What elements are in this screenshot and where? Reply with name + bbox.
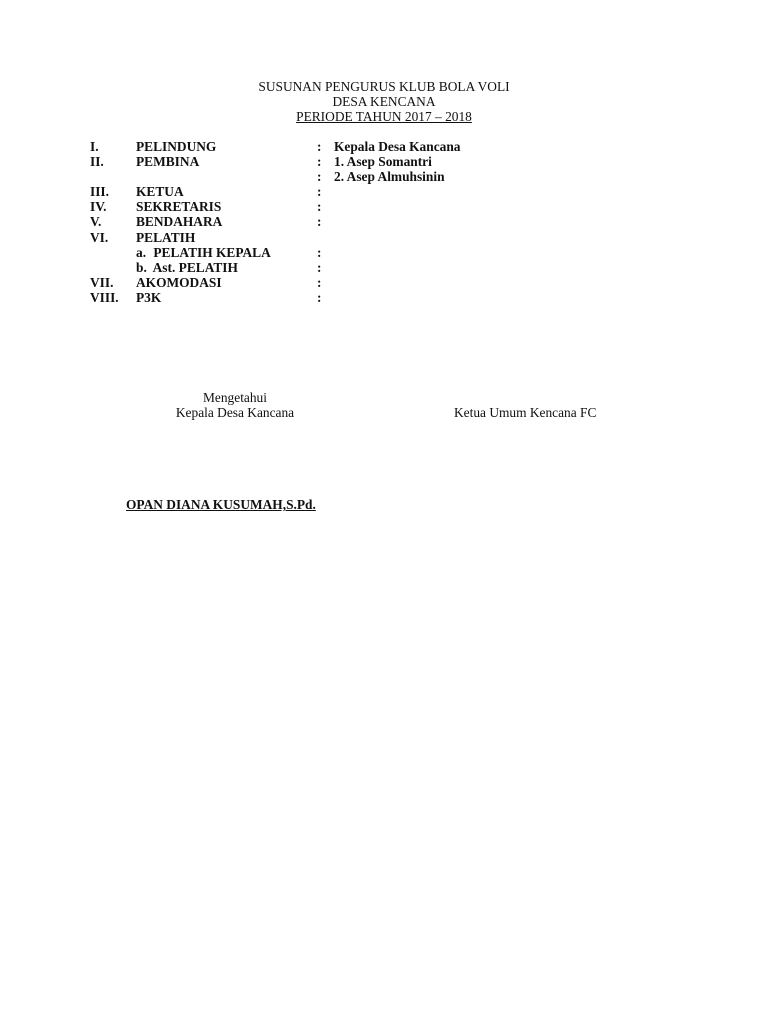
- roster-row-pembina: [90, 154, 690, 169]
- roster-label: [136, 260, 238, 275]
- roster-row-ketua: [90, 184, 690, 199]
- title-period: PERIODE TAHUN 2017 – 2018: [296, 109, 472, 124]
- roster-row-bendahara: [90, 214, 690, 229]
- title-line-1: SUSUNAN PENGURUS KLUB BOLA VOLI: [258, 79, 510, 94]
- roster-number: V.: [90, 214, 102, 230]
- signer-name: OPAN DIANA KUSUMAH,S.Pd.: [126, 497, 316, 512]
- roster-number: VIII.: [90, 289, 119, 305]
- signature-left-title: Kepala Desa Kancana: [175, 405, 295, 420]
- roster-number: VII.: [90, 274, 114, 290]
- title-line-2: DESA KENCANA: [332, 94, 436, 109]
- roster-number: IV.: [90, 199, 107, 215]
- roster-label: PEMBINA: [136, 154, 200, 170]
- signature-left-caption: Mengetahui: [203, 390, 267, 405]
- sub-item-marker: b.: [136, 259, 147, 275]
- roster-row-ast-pelatih: [90, 260, 690, 275]
- roster-list: [90, 139, 690, 305]
- roster-label: PELATIH: [136, 229, 196, 245]
- roster-number: I.: [90, 139, 99, 154]
- roster-value: 2. Asep Almuhsinin: [334, 169, 445, 185]
- signature-left-block: [150, 390, 320, 420]
- roster-label: AKOMODASI: [136, 274, 222, 290]
- roster-row-akomodasi: [90, 275, 690, 290]
- sub-item-label: PELATIH KEPALA: [153, 244, 271, 260]
- roster-number: III.: [90, 184, 109, 200]
- sub-item-label: Ast. PELATIH: [152, 259, 238, 275]
- roster-label: SEKRETARIS: [136, 199, 222, 215]
- roster-row-pelatih: [90, 230, 690, 245]
- roster-colon: :: [317, 169, 322, 185]
- document-title: [0, 79, 768, 124]
- roster-row-sekretaris: [90, 199, 690, 214]
- roster-colon: :: [317, 139, 322, 154]
- roster-colon: :: [317, 199, 322, 215]
- roster-label: PELINDUNG: [136, 139, 217, 154]
- roster-label: KETUA: [136, 184, 184, 200]
- roster-value: 1. Asep Somantri: [334, 154, 432, 170]
- roster-colon: :: [317, 259, 322, 275]
- roster-colon: :: [317, 244, 322, 260]
- sub-item-marker: a.: [136, 244, 147, 260]
- roster-colon: :: [317, 154, 322, 170]
- roster-row-pembina-2: [90, 169, 690, 184]
- roster-colon: :: [317, 289, 322, 305]
- roster-value: Kepala Desa Kancana: [334, 139, 461, 154]
- roster-colon: :: [317, 274, 322, 290]
- roster-row-pelatih-kepala: [90, 245, 690, 260]
- roster-label: P3K: [136, 289, 162, 305]
- roster-row-p3k: [90, 290, 690, 305]
- roster-row-pelindung: [90, 139, 690, 154]
- roster-number: II.: [90, 154, 104, 170]
- roster-label: BENDAHARA: [136, 214, 223, 230]
- signature-right-title: Ketua Umum Kencana FC: [454, 405, 597, 420]
- roster-number: VI.: [90, 229, 109, 245]
- roster-colon: :: [317, 184, 322, 200]
- roster-label: [136, 245, 271, 260]
- roster-colon: :: [317, 214, 322, 230]
